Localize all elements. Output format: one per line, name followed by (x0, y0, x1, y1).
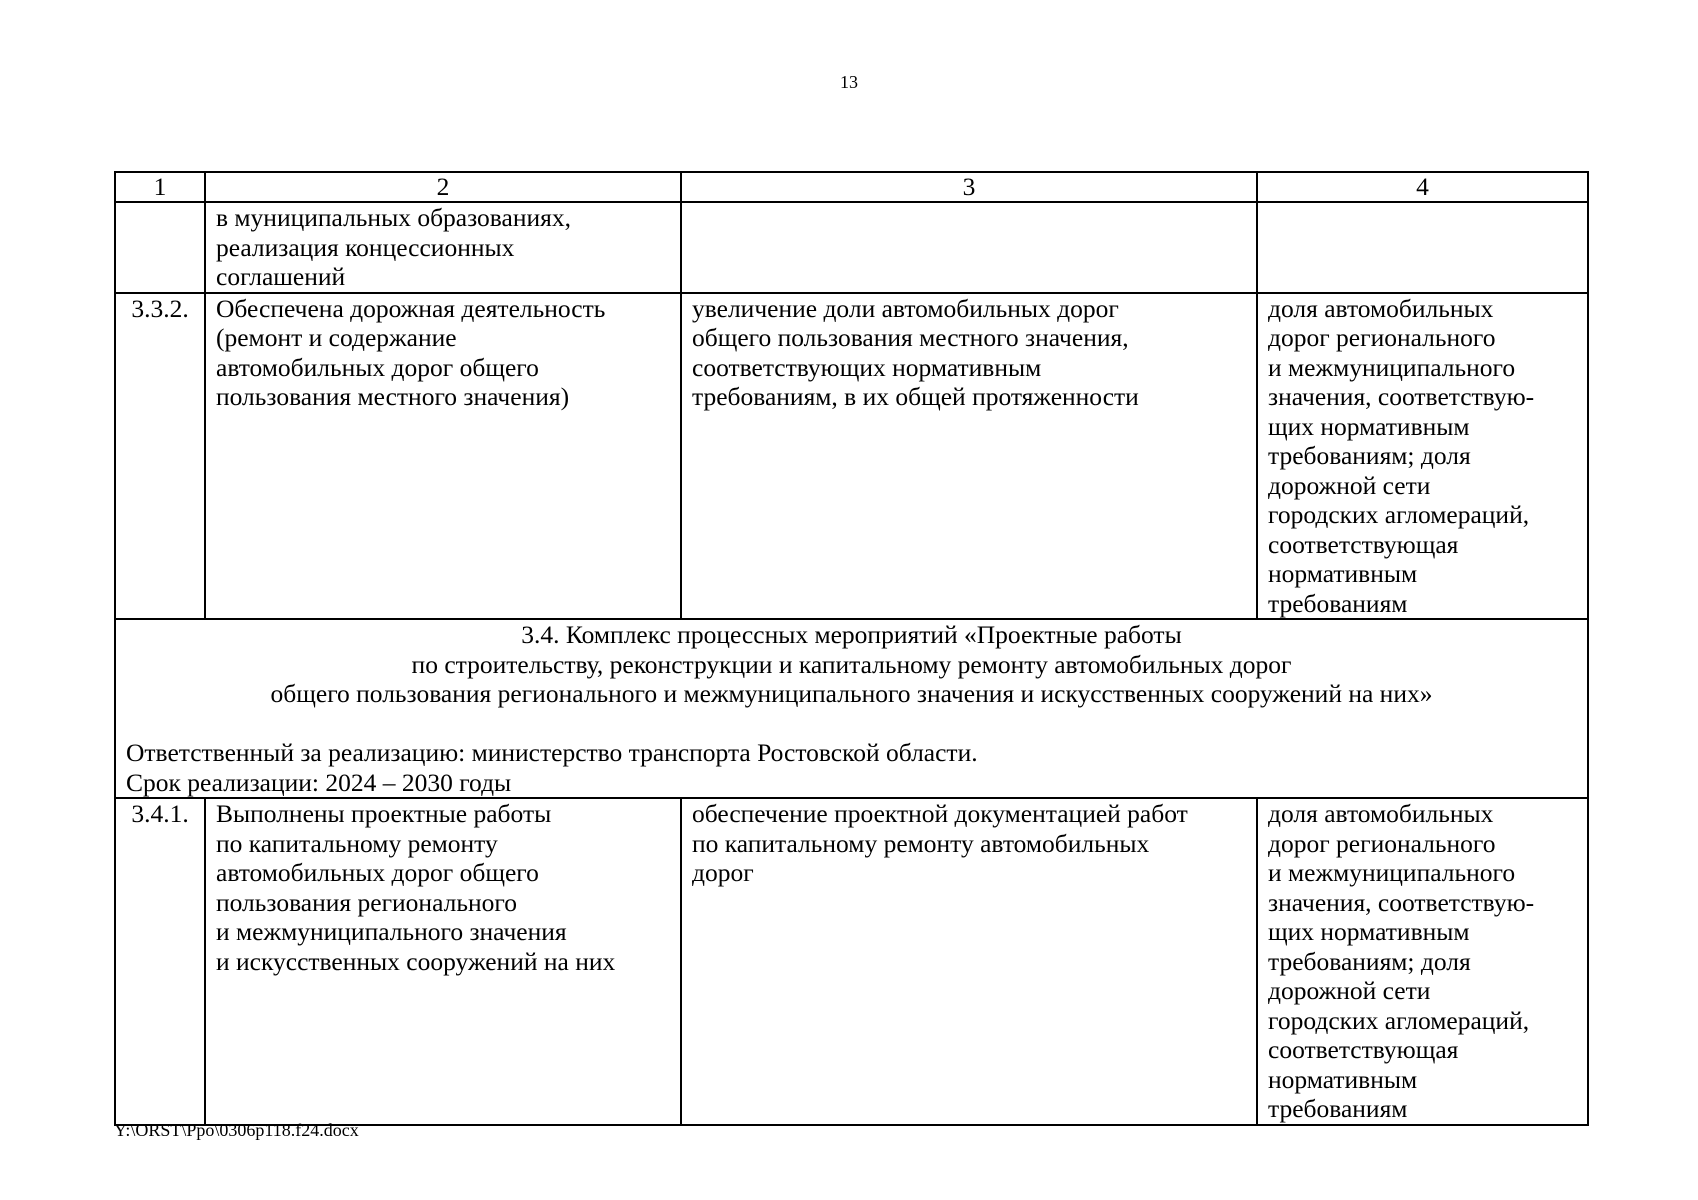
row-col-2 (205, 293, 681, 620)
text-line: значения, соответствую- (1268, 887, 1535, 917)
section-title-line: общего пользования регионального и межмуниципального значения и искусственных сооружений на них» (270, 679, 1433, 708)
text-line: нормативным (1268, 559, 1418, 588)
text-line: увеличение доли автомобильных дорог (692, 293, 1119, 323)
text-line: городских агломераций, (1268, 1005, 1530, 1035)
text-line: городских агломераций, (1268, 500, 1530, 529)
section-term: Срок реализации: 2024 – 2030 годы (126, 767, 512, 797)
text-line: требованиям, в их общей протяженности (692, 382, 1139, 411)
text-line: по капитальному ремонту автомобильных (692, 828, 1150, 858)
text-line: Выполнены проектные работы (216, 799, 552, 828)
text-line: дорог регионального (1268, 828, 1496, 858)
text-line: дорожной сети (1268, 470, 1431, 500)
text-line: Обеспечена дорожная деятельность (216, 293, 606, 323)
text-line: дорог (692, 858, 754, 887)
row-number: 3.4.1. (115, 798, 205, 1125)
text-line: (ремонт и содержание (216, 323, 457, 352)
text-line: и искусственных сооружений на них (216, 946, 616, 976)
text-line: пользования местного значения) (216, 382, 570, 411)
text-line: и межмуниципального (1268, 858, 1516, 887)
text-line: требованиям (1268, 1094, 1408, 1123)
section-responsible: Ответственный за реализацию: министерство транспорта Ростовской области. (126, 738, 978, 767)
text-line: требованиям (1268, 588, 1408, 618)
text-line: реализация концессионных (216, 232, 515, 262)
header-col-3: 3 (681, 172, 1257, 202)
section-title-line: 3.4. Комплекс процессных мероприятий «Проектные работы (521, 620, 1182, 649)
text-line: соответствующая (1268, 529, 1459, 559)
text-line: доля автомобильных (1268, 799, 1494, 828)
section-row-3-4 (115, 619, 1588, 798)
row-col-4 (1257, 202, 1588, 293)
header-col-4: 4 (1257, 172, 1588, 202)
row-number (115, 202, 205, 293)
text-line: соответствующая (1268, 1035, 1459, 1064)
section-title-line: по строительству, реконструкции и капитальному ремонту автомобильных дорог (411, 649, 1292, 679)
text-line: в муниципальных образованиях, (216, 203, 571, 232)
row-col-4 (1257, 293, 1588, 620)
table-row-continuation (115, 202, 1588, 293)
text-line: требованиям; доля (1268, 946, 1471, 976)
footer-file-path: Y:\ORST\Ppo\0306p118.f24.docx (114, 1120, 359, 1140)
text-line: щих нормативным (1268, 411, 1470, 441)
text-line: и межмуниципального значения (216, 917, 567, 946)
text-line: и межмуниципального (1268, 352, 1516, 382)
row-col-4 (1257, 798, 1588, 1125)
text-line: щих нормативным (1268, 917, 1470, 946)
text-line: требованиям; доля (1268, 441, 1471, 470)
text-line: значения, соответствую- (1268, 382, 1535, 411)
row-number: 3.3.2. (115, 293, 205, 620)
table-row-3-3-2 (115, 293, 1588, 620)
text-line: нормативным (1268, 1064, 1418, 1094)
text-line: автомобильных дорог общего (216, 352, 539, 382)
text-line: дорог регионального (1268, 323, 1496, 352)
header-col-1: 1 (115, 172, 205, 202)
text-line: дорожной сети (1268, 976, 1431, 1005)
row-col-2 (205, 202, 681, 293)
text-line: доля автомобильных (1268, 293, 1494, 323)
table-row-3-4-1 (115, 798, 1588, 1125)
row-col-2 (205, 798, 681, 1125)
header-col-2: 2 (205, 172, 681, 202)
text-line: общего пользования местного значения, (692, 323, 1129, 352)
row-col-3 (681, 293, 1257, 620)
row-col-3 (681, 798, 1257, 1125)
text-line: обеспечение проектной документацией работ (692, 799, 1188, 828)
section-spacer (126, 709, 1577, 739)
row-col-3 (681, 202, 1257, 293)
text-line: по капитальному ремонту (216, 828, 498, 858)
section-cell (115, 619, 1588, 798)
document-table (114, 171, 1589, 1126)
page-number: 13 (840, 72, 858, 92)
text-line: пользования регионального (216, 887, 517, 917)
table-header-row (115, 172, 1588, 202)
text-line: соглашений (216, 262, 346, 291)
text-line: автомобильных дорог общего (216, 858, 539, 887)
text-line: соответствующих нормативным (692, 352, 1042, 382)
